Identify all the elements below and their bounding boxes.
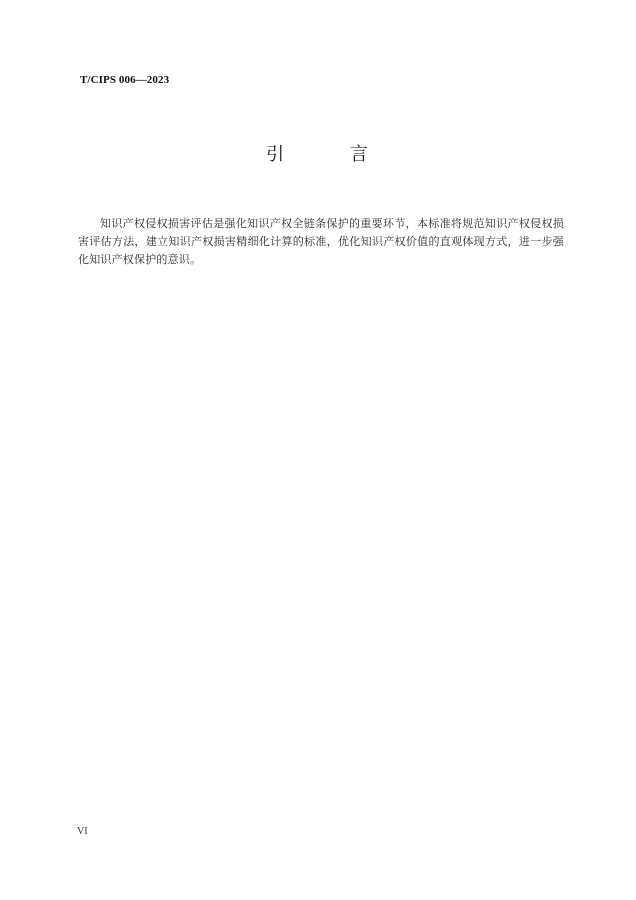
section-title: 引 言 [266, 144, 398, 165]
page-number: VI [77, 826, 88, 837]
body-paragraph: 知识产权侵权损害评估是强化知识产权全链条保护的重要环节，本标准将规范知识产权侵权损害评估方法，建立知识产权损害精细化计算的标准，优化知识产权价值的直观体现方式，进一步强化知识产权保护的意识。 [78, 217, 564, 266]
document-code: T/CIPS 006—2023 [80, 74, 170, 86]
